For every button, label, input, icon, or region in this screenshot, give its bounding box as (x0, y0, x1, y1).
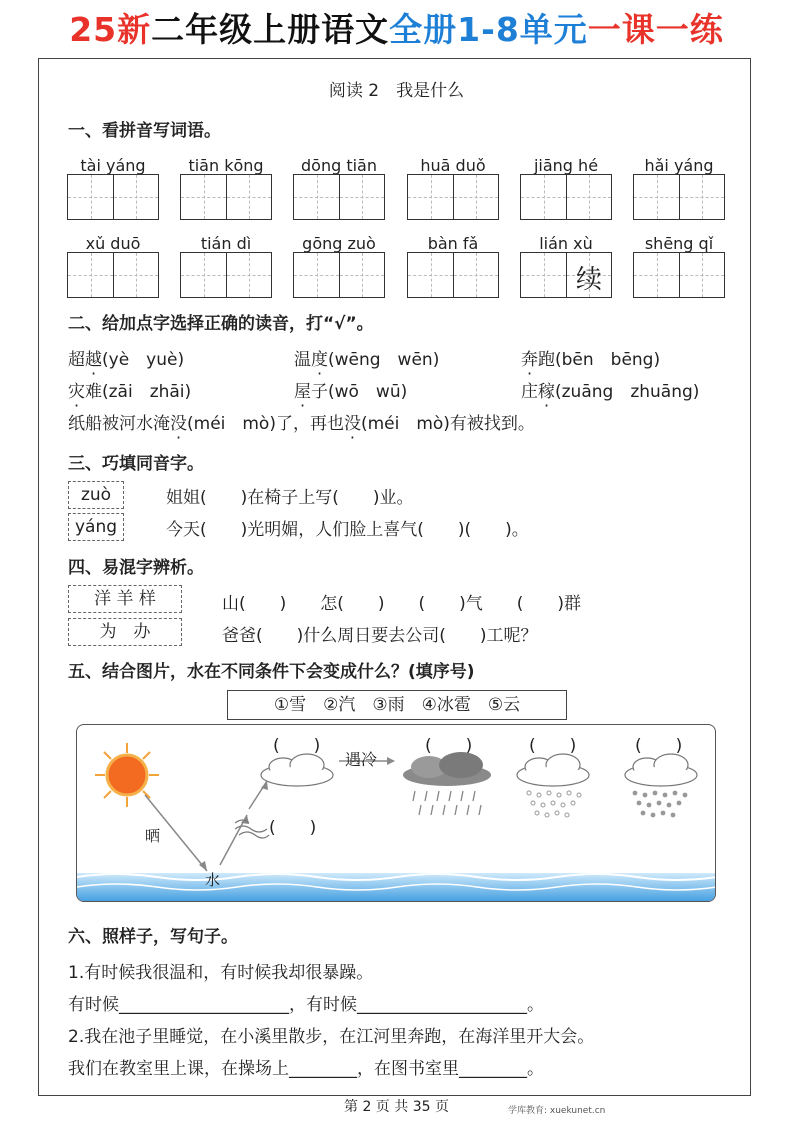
tianzige-box[interactable] (633, 174, 725, 220)
tianzige-box[interactable] (520, 174, 612, 220)
tianzige-cell[interactable] (113, 175, 158, 219)
tianzige-cell[interactable] (453, 175, 498, 219)
tianzige-box[interactable] (520, 252, 612, 298)
banner-part4: 一课一练 (587, 10, 724, 49)
page-number: 第 2 页 共 35 页 (344, 1099, 449, 1115)
answer-blank-snow[interactable]: ( ) (529, 736, 577, 756)
section6-heading: 六、照样子，写句子。 (68, 927, 238, 947)
answer-blank-rain[interactable]: ( ) (425, 736, 473, 756)
homophone-sentence[interactable]: 姐姐( )在椅子上写( )业。 (166, 488, 414, 508)
water-cycle-illustration (77, 725, 716, 902)
answer-blank-hail[interactable]: ( ) (635, 736, 683, 756)
pinyin-label: lián xù (539, 234, 593, 253)
tianzige-cell[interactable] (181, 175, 226, 219)
tianzige-box[interactable] (67, 174, 159, 220)
sun-icon (95, 743, 159, 807)
tianzige-box[interactable] (180, 174, 272, 220)
pinyin-label: shēng qǐ (644, 234, 714, 253)
homophone-sentence[interactable]: 今天( )光明媚，人们脸上喜气( )( )。 (166, 520, 529, 540)
tianzige-cell[interactable] (408, 253, 453, 297)
water-options-box: ①雪 ②汽 ③雨 ④冰雹 ⑤云 (227, 690, 567, 720)
tianzige-cell[interactable] (453, 253, 498, 297)
tianzige-cell[interactable] (294, 175, 339, 219)
rain-cloud-icon (403, 752, 491, 815)
pronunciation-sentence: 纸船被河水淹没(méi mò)了，再也没(méi mò)有被找到。 (68, 414, 535, 434)
tianzige-box[interactable] (293, 252, 385, 298)
confusable-sentence[interactable]: 山( ) 怎( ) ( )气 ( )群 (222, 594, 582, 614)
tianzige-cell[interactable] (181, 253, 226, 297)
confusable-sentence[interactable]: 爸爸( )什么周日要去公司( )工呢？ (222, 626, 538, 646)
banner-part3: 全册1-8单元 (389, 10, 588, 49)
tianzige-cell[interactable] (68, 253, 113, 297)
tianzige-box[interactable] (407, 174, 499, 220)
homophone-pinyin-box: yáng (68, 513, 124, 541)
tianzige-cell[interactable] (339, 175, 384, 219)
tianzige-box[interactable] (67, 252, 159, 298)
tianzige-cell[interactable] (634, 253, 679, 297)
page-banner (0, 8, 793, 52)
pinyin-label: huā duǒ (420, 156, 486, 175)
fill-sentence-1[interactable]: 有时候____________________，有时候____________________。 (68, 995, 544, 1015)
section4-heading: 四、易混字辨析。 (68, 558, 204, 578)
section3-heading: 三、巧填同音字。 (68, 454, 204, 474)
answer-blank-cloud[interactable]: ( ) (273, 736, 321, 756)
tianzige-cell[interactable] (294, 253, 339, 297)
example-sentence-1: 1.有时候我很温和，有时候我却很暴躁。 (68, 963, 374, 983)
tianzige-cell[interactable] (521, 253, 566, 297)
pinyin-label: hǎi yáng (644, 156, 714, 175)
example-sentence-2: 2.我在池子里睡觉，在小溪里散步，在江河里奔跑，在海洋里开大会。 (68, 1027, 595, 1047)
section2-heading: 二、给加点字选择正确的读音，打“√”。 (68, 314, 374, 334)
tianzige-cell[interactable] (226, 253, 271, 297)
tianzige-cell[interactable] (113, 253, 158, 297)
cloud-icon (261, 754, 333, 786)
pinyin-label: gōng zuò (302, 234, 376, 253)
pronunciation-item[interactable]: 超越(yè yuè) (68, 350, 185, 370)
pinyin-label: bàn fǎ (427, 234, 479, 253)
pinyin-label: xǔ duō (85, 234, 141, 253)
lesson-title: 阅读 2 我是什么 (328, 81, 465, 101)
pinyin-label: tài yáng (80, 156, 146, 175)
tianzige-cell[interactable] (68, 175, 113, 219)
tianzige-cell[interactable] (679, 253, 724, 297)
tianzige-cell[interactable] (679, 175, 724, 219)
pronunciation-item[interactable]: 温度(wēng wēn) (294, 350, 440, 370)
banner-part2: 二年级上册语文 (151, 10, 390, 49)
banner-part1: 25新 (69, 10, 152, 49)
tianzige-cell[interactable] (408, 175, 453, 219)
confusable-chars-box: 为 办 (68, 618, 182, 646)
label-cold: 遇冷 (345, 750, 378, 769)
section5-heading: 五、结合图片，水在不同条件下会变成什么？(填序号) (68, 662, 475, 682)
hail-icon (633, 791, 688, 818)
section1-heading: 一、看拼音写词语。 (68, 121, 221, 141)
label-water: 水 (205, 871, 221, 889)
pronunciation-item[interactable]: 庄稼(zuāng zhuāng) (521, 382, 700, 402)
water-cycle-picture (76, 724, 716, 902)
snow-icon (527, 791, 581, 817)
snow-cloud-icon (517, 754, 589, 786)
label-sun: 晒 (145, 827, 161, 845)
pronunciation-item[interactable]: 屋子(wō wū) (294, 382, 408, 402)
tianzige-cell[interactable] (226, 175, 271, 219)
pinyin-label: jiāng hé (533, 156, 599, 175)
pinyin-label: tiān kōng (188, 156, 264, 175)
answer-blank-vapor[interactable]: ( ) (269, 818, 317, 838)
pronunciation-item[interactable]: 灾难(zāi zhāi) (68, 382, 192, 402)
tianzige-box[interactable] (633, 252, 725, 298)
pronunciation-item[interactable]: 奔跑(bēn bēng) (521, 350, 661, 370)
fill-sentence-2[interactable]: 我们在教室里上课，在操场上________，在图书室里________。 (68, 1059, 544, 1079)
tianzige-box[interactable] (407, 252, 499, 298)
tianzige-cell[interactable] (521, 175, 566, 219)
pinyin-label: dōng tiān (301, 156, 377, 175)
pinyin-label: tián dì (200, 234, 252, 253)
tianzige-cell[interactable] (566, 175, 611, 219)
tianzige-cell[interactable] (566, 253, 611, 297)
tianzige-cell[interactable] (339, 253, 384, 297)
tianzige-cell[interactable] (634, 175, 679, 219)
hail-cloud-icon (625, 754, 697, 786)
confusable-chars-box: 洋 羊 样 (68, 585, 182, 613)
given-character: 续 (575, 265, 602, 295)
homophone-pinyin-box: zuò (68, 481, 124, 509)
tianzige-box[interactable] (293, 174, 385, 220)
watermark: 学库教育: xuekunet.cn (508, 1106, 606, 1116)
tianzige-box[interactable] (180, 252, 272, 298)
